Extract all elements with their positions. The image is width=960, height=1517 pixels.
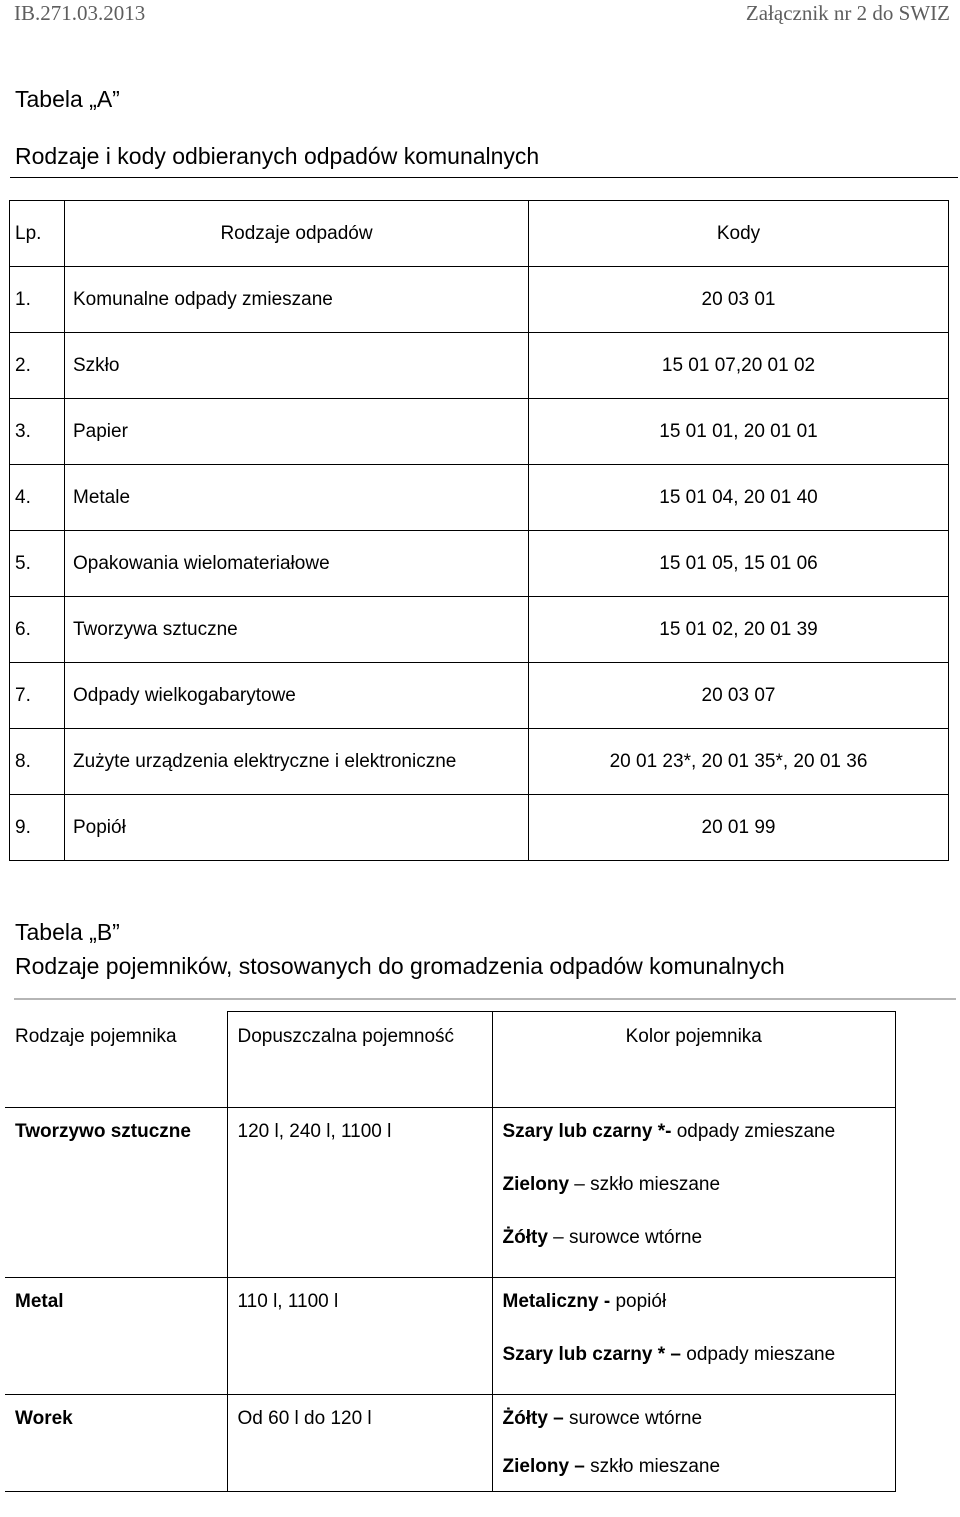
color-entry xyxy=(503,1288,896,1341)
row-capacity xyxy=(227,1395,492,1492)
table-row xyxy=(10,399,949,465)
row-colors xyxy=(492,1395,896,1492)
row-lp: 2. xyxy=(10,333,65,399)
table-row xyxy=(10,795,949,861)
row-lp: 6. xyxy=(10,597,65,663)
row-kody: 20 03 01 xyxy=(529,267,949,333)
color-name: Metaliczny - xyxy=(502,1291,616,1312)
capacity-label: Od 60 l do 120 l xyxy=(237,1408,372,1429)
row-rodzaj: Szkło xyxy=(65,333,529,399)
table-row xyxy=(10,729,949,795)
table-row xyxy=(10,267,949,333)
row-lp: 1. xyxy=(10,267,65,333)
table-b-rule xyxy=(14,998,956,1000)
row-rodzaj: Opakowania wielomateriałowe xyxy=(65,531,529,597)
row-rodzaj: Odpady wielkogabarytowe xyxy=(65,663,529,729)
color-name: Szary lub czarny * – xyxy=(502,1344,681,1365)
container-type-label: Tworzywo sztuczne xyxy=(15,1121,191,1142)
table-row xyxy=(10,663,949,729)
row-rodzaj: Zużyte urządzenia elektryczne i elektroniczne xyxy=(65,729,529,795)
color-entry xyxy=(503,1453,896,1491)
row-kody: 15 01 01, 20 01 01 xyxy=(529,399,949,465)
table-row xyxy=(10,333,949,399)
color-name: Zielony xyxy=(502,1174,570,1195)
row-colors xyxy=(492,1108,896,1278)
capacity-label: 110 l, 1100 l xyxy=(237,1291,339,1312)
row-rodzaj: Komunalne odpady zmieszane xyxy=(65,267,529,333)
table-a-rule xyxy=(10,177,958,178)
color-entry xyxy=(503,1224,896,1277)
col-header-lp: Lp. xyxy=(10,201,65,267)
row-kody: 15 01 07,20 01 02 xyxy=(529,333,949,399)
capacity-label: 120 l, 240 l, 1100 l xyxy=(237,1121,392,1142)
containers-table xyxy=(5,1011,896,1492)
table-a-subtitle: Rodzaje i kody odbieranych odpadów komunalnych xyxy=(15,143,540,169)
color-description: popiół xyxy=(615,1291,667,1312)
table-row xyxy=(10,531,949,597)
row-lp: 5. xyxy=(10,531,65,597)
row-capacity xyxy=(227,1278,492,1395)
container-type-label: Metal xyxy=(15,1291,64,1312)
color-name: Żółty – xyxy=(502,1408,564,1429)
color-description: surowce wtórne xyxy=(563,1408,703,1429)
row-rodzaj: Tworzywa sztuczne xyxy=(65,597,529,663)
row-kody: 15 01 05, 15 01 06 xyxy=(529,531,949,597)
table-row xyxy=(5,1395,896,1492)
color-description: szkło mieszane xyxy=(584,1456,721,1477)
row-container-type xyxy=(5,1278,227,1395)
row-rodzaj: Metale xyxy=(65,465,529,531)
col-header-pojemnosc: Dopuszczalna pojemność xyxy=(227,1012,492,1108)
row-kody: 20 01 23*, 20 01 35*, 20 01 36 xyxy=(529,729,949,795)
row-lp: 9. xyxy=(10,795,65,861)
row-kody: 15 01 02, 20 01 39 xyxy=(529,597,949,663)
table-header-row xyxy=(5,1012,896,1108)
attachment-label: Załącznik nr 2 do SWIZ xyxy=(745,1,950,25)
color-entry xyxy=(503,1405,896,1453)
container-type-label: Worek xyxy=(15,1408,73,1429)
row-container-type xyxy=(5,1108,227,1278)
table-header-row xyxy=(10,201,949,267)
row-colors xyxy=(492,1278,896,1395)
color-name: Szary lub czarny *- xyxy=(502,1121,672,1142)
col-header-rodzaj: Rodzaje odpadów xyxy=(65,201,529,267)
table-b-subtitle: Rodzaje pojemników, stosowanych do gromadzenia odpadów komunalnych xyxy=(15,953,785,979)
table-row xyxy=(10,597,949,663)
row-lp: 3. xyxy=(10,399,65,465)
color-entry xyxy=(503,1341,896,1394)
row-container-type xyxy=(5,1395,227,1492)
color-description: – surowce wtórne xyxy=(547,1227,703,1248)
row-kody: 15 01 04, 20 01 40 xyxy=(529,465,949,531)
row-kody: 20 01 99 xyxy=(529,795,949,861)
row-capacity xyxy=(227,1108,492,1278)
color-description: odpady zmieszane xyxy=(671,1121,836,1142)
color-entry xyxy=(503,1171,896,1224)
color-description: – szkło mieszane xyxy=(569,1174,721,1195)
table-b-title: Tabela „B” xyxy=(15,919,120,945)
col-header-rodzaj-pojemnika: Rodzaje pojemnika xyxy=(5,1012,227,1108)
row-lp: 4. xyxy=(10,465,65,531)
col-header-kolor: Kolor pojemnika xyxy=(492,1012,896,1108)
table-row xyxy=(10,465,949,531)
table-row xyxy=(5,1278,896,1395)
table-row xyxy=(5,1108,896,1278)
col-header-kody: Kody xyxy=(529,201,949,267)
color-entry xyxy=(503,1118,896,1171)
row-rodzaj: Popiół xyxy=(65,795,529,861)
color-description: odpady mieszane xyxy=(680,1344,836,1365)
row-kody: 20 03 07 xyxy=(529,663,949,729)
row-lp: 8. xyxy=(10,729,65,795)
table-a-title: Tabela „A” xyxy=(15,86,120,112)
row-rodzaj: Papier xyxy=(65,399,529,465)
row-lp: 7. xyxy=(10,663,65,729)
color-name: Żółty xyxy=(502,1227,548,1248)
color-name: Zielony – xyxy=(502,1456,585,1477)
document-reference: IB.271.03.2013 xyxy=(14,1,146,25)
waste-codes-table xyxy=(9,200,949,861)
